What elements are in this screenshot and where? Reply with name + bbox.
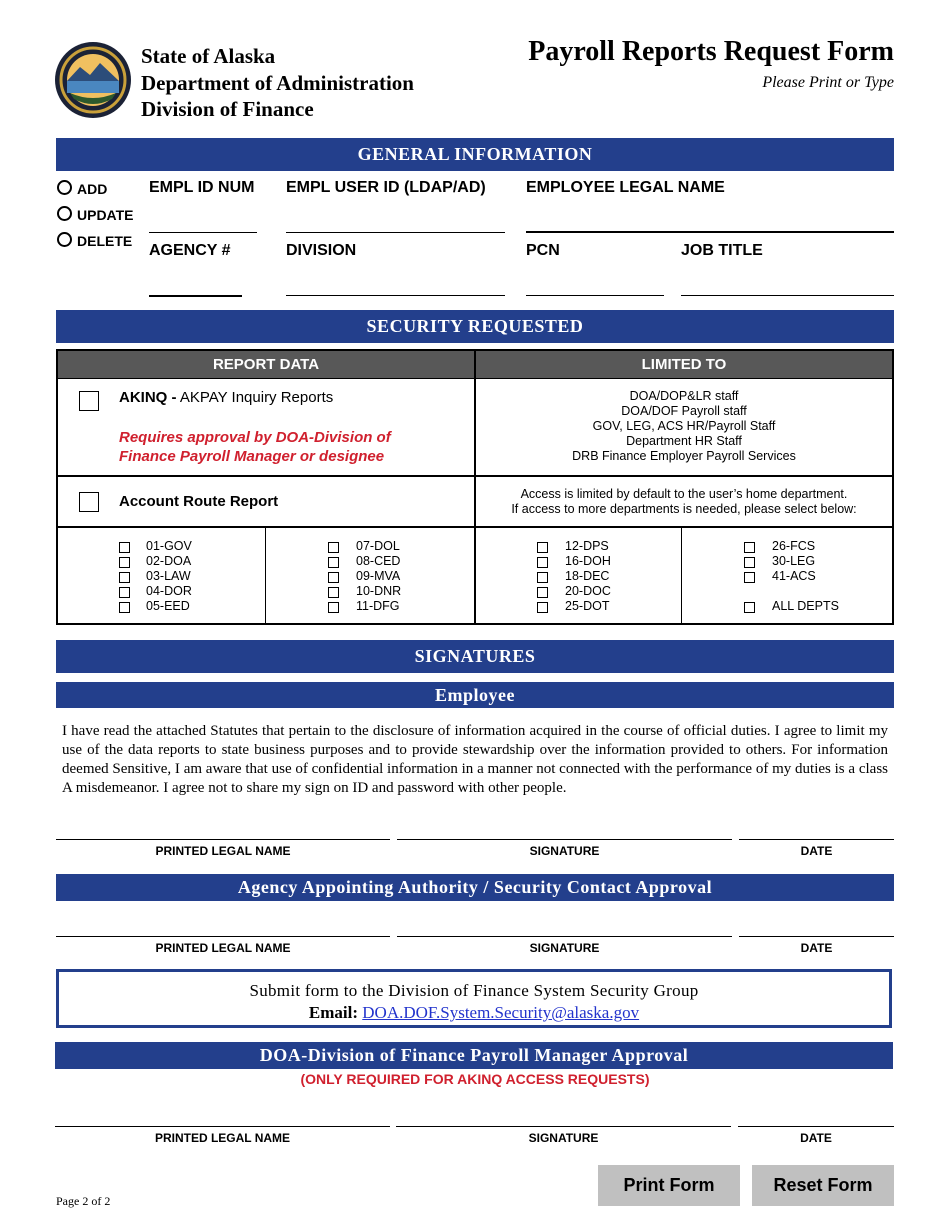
security-email-link[interactable]: DOA.DOF.System.Security@alaska.gov [362,1003,640,1022]
add-radio[interactable] [57,180,72,195]
printed-name-label: PRINTED LEGAL NAME [155,941,291,955]
empl-id-label: EMPL ID NUM [149,179,255,196]
dept-checkbox-04-dor[interactable] [119,587,130,598]
dept-label: 05-EED [146,599,190,613]
agency-label: AGENCY # [149,242,231,259]
dept-label: 01-GOV [146,539,192,553]
delete-radio[interactable] [57,232,72,247]
employee-header: Employee [56,682,894,708]
dept-checkbox-16-doh[interactable] [537,557,548,568]
email-label: Email: [308,1003,359,1022]
update-label: UPDATE [77,207,134,223]
empl-id-field[interactable] [149,200,257,233]
legal-name-field[interactable] [526,200,894,233]
printed-name-label: PRINTED LEGAL NAME [155,844,291,858]
dept-checkbox-11-dfg[interactable] [328,602,339,613]
add-label: ADD [77,181,108,197]
akinq-note-line-2: Finance Payroll Manager or designee [119,448,385,465]
dept-checkbox-01-gov[interactable] [119,542,130,553]
employee-signature-line[interactable] [397,838,732,840]
dept-checkbox-08-ced[interactable] [328,557,339,568]
akinq-approval-note [119,428,391,466]
dept-label: 09-MVA [356,569,401,583]
org-line-state: State of Alaska [141,44,276,68]
dept-label: 02-DOA [146,554,192,568]
akinq-checkbox[interactable] [79,391,99,411]
dept-label: 20-DOC [565,584,611,598]
org-line-division: Division of Finance [141,97,314,121]
dept-checkbox-30-leg[interactable] [744,557,755,568]
account-route-note [476,487,892,517]
dept-label: 30-LEG [772,554,816,568]
dept-label: 41-ACS [772,569,816,583]
table-row-divider-1 [58,475,892,477]
dept-checkbox-03-law[interactable] [119,572,130,583]
agency-field[interactable] [149,264,242,297]
pcn-field[interactable] [526,264,664,296]
dept-label: 16-DOH [565,554,611,568]
doa-approval-note: (ONLY REQUIRED FOR AKINQ ACCESS REQUESTS) [300,1071,650,1087]
dept-checkbox-02-doa[interactable] [119,557,130,568]
dept-label: 18-DEC [565,569,610,583]
doa-approval-header: DOA-Division of Finance Payroll Manager Approval [55,1042,893,1069]
dept-col-divider-1 [265,527,266,623]
dept-checkbox-20-doc[interactable] [537,587,548,598]
legal-name-label: EMPLOYEE LEGAL NAME [526,179,725,196]
print-form-button[interactable]: Print Form [598,1165,740,1206]
limited-item-3: GOV, LEG, ACS HR/Payroll Staff [592,419,776,433]
dept-label: 03-LAW [146,569,191,583]
dept-label: 25-DOT [565,599,610,613]
dept-label: 04-DOR [146,584,192,598]
general-information-header: GENERAL INFORMATION [56,138,894,171]
account-route-checkbox[interactable] [79,492,99,512]
table-header-divider [58,378,892,379]
dept-label: 12-DPS [565,539,609,553]
signature-label: SIGNATURE [529,941,600,955]
date-label: DATE [800,1131,832,1145]
date-label: DATE [800,844,833,858]
dept-checkbox-09-mva[interactable] [328,572,339,583]
agency-date-line[interactable] [739,935,894,937]
division-field[interactable] [286,264,505,296]
form-title: Payroll Reports Request Form [528,36,894,67]
account-route-label: Account Route Report [119,493,279,510]
doa-date-line[interactable] [738,1125,894,1127]
doa-signature-line[interactable] [396,1125,731,1127]
limited-item-5: DRB Finance Employer Payroll Services [572,449,796,463]
signature-label: SIGNATURE [528,1131,599,1145]
signatures-header: SIGNATURES [56,640,894,673]
state-seal-logo [54,41,132,119]
dept-col-divider-2 [474,527,476,623]
org-line-department: Department of Administration [141,70,414,95]
dept-label: 10-DNR [356,584,402,598]
dept-col-divider-3 [681,527,682,623]
report-data-column-header: REPORT DATA [58,351,474,379]
doa-printed-name-line[interactable] [55,1125,390,1127]
agency-approval-header: Agency Appointing Authority / Security Contact Approval [56,874,894,901]
date-label: DATE [800,941,833,955]
reset-form-button[interactable]: Reset Form [752,1165,894,1206]
agency-printed-name-line[interactable] [56,935,390,937]
job-title-label: JOB TITLE [681,242,763,259]
job-title-field[interactable] [681,264,894,296]
signature-label: SIGNATURE [529,844,600,858]
all-depts-checkbox[interactable] [744,602,755,613]
security-requested-header: SECURITY REQUESTED [56,310,894,343]
route-note-line-1: Access is limited by default to the user’s home department. [520,487,848,501]
division-label: DIVISION [286,242,357,259]
dept-checkbox-12-dps[interactable] [537,542,548,553]
route-note-line-2: If access to more departments is needed, please select below: [511,502,857,516]
employee-printed-name-line[interactable] [56,838,390,840]
dept-checkbox-05-eed[interactable] [119,602,130,613]
akinq-note-line-1: Requires approval by DOA-Division of [119,429,391,446]
limited-to-column-header: LIMITED TO [476,351,892,379]
dept-checkbox-26-fcs[interactable] [744,542,755,553]
dept-checkbox-10-dnr[interactable] [328,587,339,598]
limited-item-4: Department HR Staff [626,434,742,448]
update-radio[interactable] [57,206,72,221]
submit-text: Submit form to the Division of Finance System Security Group [249,981,699,1000]
printed-name-label: PRINTED LEGAL NAME [154,1131,291,1145]
empl-user-id-label: EMPL USER ID (LDAP/AD) [286,179,486,196]
limited-to-list [476,389,892,464]
form-subtitle: Please Print or Type [762,74,894,91]
dept-checkbox-25-dot[interactable] [537,602,548,613]
page-number: Page 2 of 2 [56,1194,111,1208]
limited-item-2: DOA/DOF Payroll staff [621,404,747,418]
agency-signature-line[interactable] [397,935,732,937]
delete-label: DELETE [77,233,133,249]
dept-checkbox-07-dol[interactable] [328,542,339,553]
dept-checkbox-18-dec[interactable] [537,572,548,583]
dept-checkbox-41-acs[interactable] [744,572,755,583]
akinq-label-text: AKPAY Inquiry Reports [179,389,334,406]
empl-user-id-field[interactable] [286,200,505,233]
dept-label: 11-DFG [356,599,400,613]
dept-label: 07-DOL [356,539,400,553]
pcn-label: PCN [526,242,560,259]
dept-label: 26-FCS [772,539,816,553]
org-name [141,43,414,123]
submit-box [56,969,892,1028]
limited-item-1: DOA/DOP&LR staff [629,389,739,403]
submit-email-line [59,1003,889,1023]
employee-statement: I have read the attached Statutes that pertain to the disclosure of information acquired in the course of official duties. I agree to limit my use of the data reports to state business purposes and to provide stewardship over the information provided to others. For information deemed Sensitive, I am aware that use of confidential information in a manner not connected with the performance of my duties is a class A misdemeanor. I agree not to share my sign on ID and password with other people. [62,723,888,796]
all-depts-label: ALL DEPTS [772,599,839,613]
akinq-label-bold: AKINQ - [119,389,177,406]
dept-label: 08-CED [356,554,401,568]
employee-date-line[interactable] [739,838,894,840]
akinq-label [119,389,333,406]
